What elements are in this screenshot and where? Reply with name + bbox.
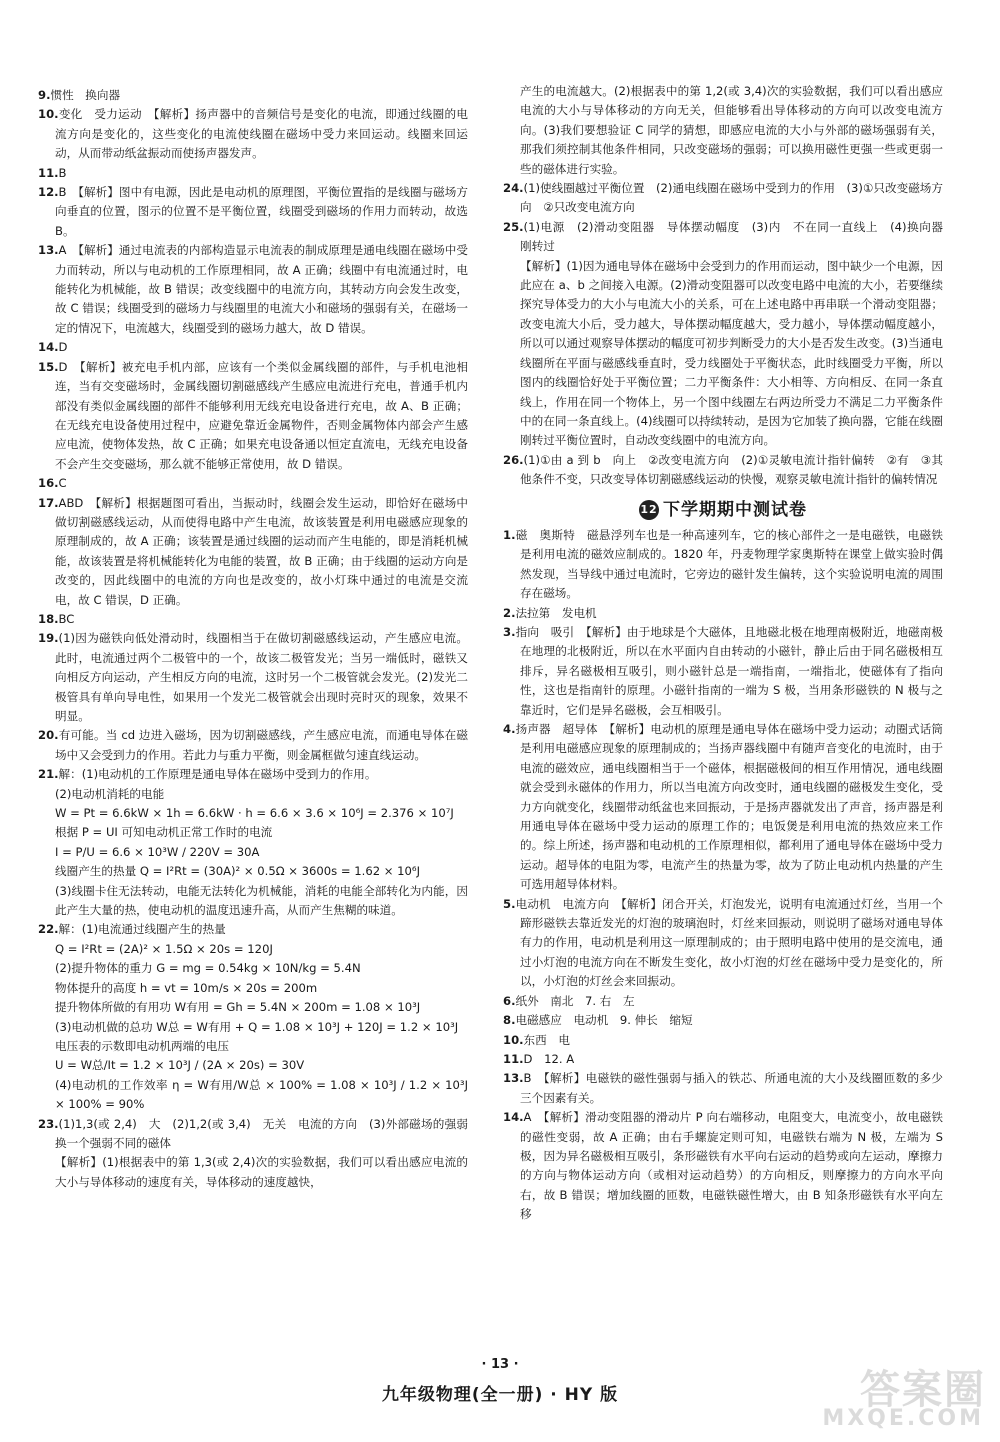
- item-number: 25.: [503, 219, 524, 234]
- item-number: 12.: [38, 185, 59, 200]
- item-number: 13.: [38, 243, 59, 258]
- item-number: 16.: [38, 476, 59, 491]
- answer-item: [38, 843, 468, 862]
- item-text: ABD 【解析】根据题图可看出，当振动时，线圈会发生运动，即恰好在磁场中做切割磁感线运动，从而使得电路中产生电流，故该装置是利用电磁感应现象的原理制成的，故 A 正确；该装置是通过线圈的运动而产生电能的，即是消耗机械能，故该装置是将机械能转化为电能的装置，故 B 正确；由于线圈的运动方向是改变的，因此线圈中的电流的方向也是改变的，故小灯珠中通过的电流是交流电，故 C 错误，D 正确。: [55, 495, 468, 607]
- item-text: B 【解析】图中有电源，因此是电动机的原理图，平衡位置指的是线圈与磁场方向垂直的位置，图示的位置不是平衡位置，线圈受到磁场的作用力而转动，故选 B。: [55, 185, 468, 238]
- answer-item: [38, 164, 468, 183]
- item-text: 电压表的示数即电动机两端的电压: [55, 1038, 229, 1053]
- item-text: (1)使线圈越过平衡位置 (2)通电线圈在磁场中受到力的作用 (3)①只改变磁场方向 ②只改变电流方向: [520, 181, 943, 215]
- answer-item: [38, 629, 468, 726]
- item-text: 指向 吸引 【解析】由于地球是个大磁体，且地磁北极在地理南极附近，地磁南极在地理的北极附近，所以在水平面内自由转动的小磁针，静止后由于同名磁极相互排斥，异名磁极相互吸引，则小磁针总是一端指南，一端指北，使磁体有了指向性，这也是指南针的原理。小磁针指南的一端为 S 极，当用条形磁铁的 N 极与之靠近时，它们是异名磁极，会互相吸引。: [515, 624, 943, 717]
- item-text: (1)电源 (2)滑动变阻器 导体摆动幅度 (3)内 不在同一直线上 (4)换向器 刚转过: [520, 219, 955, 254]
- item-number: 21.: [38, 767, 59, 782]
- watermark-logo: [800, 1358, 990, 1436]
- answer-item: [38, 785, 468, 804]
- item-number: 17.: [38, 495, 59, 510]
- answer-item: [38, 358, 468, 474]
- answer-item: [38, 474, 468, 493]
- answer-item: [38, 1076, 468, 1115]
- answer-item: [503, 1031, 943, 1050]
- item-text: 电磁感应 电动机 9. 伸长 缩短: [515, 1013, 693, 1028]
- answer-item: [38, 920, 468, 939]
- item-number: 2.: [503, 605, 516, 620]
- answer-item: [38, 1153, 468, 1192]
- answer-item: [38, 882, 468, 921]
- answer-item: [503, 82, 943, 179]
- item-text: 根据 P = UI 可知电动机正常工作时的电流: [55, 825, 273, 840]
- answer-item: [503, 1050, 943, 1069]
- item-text: 惯性 换向器: [50, 88, 121, 102]
- item-number: 8.: [503, 1013, 516, 1028]
- item-text: 变化 受力运动 【解析】扬声器中的音频信号是变化的电流，即通过线圈的电流方向是变化的，这些变化的电流使线圈在磁场中受力来回运动。线圈来回运动，从而带动纸盆振动而使扬声器发声。: [55, 107, 468, 161]
- item-text: (1)因为磁铁向低处滑动时，线圈相当于在做切割磁感线运动，产生感应电流。此时，电流通过两个二极管中的一个，故该二极管发光；当另一端低时，磁铁又向相反方向运动，产生相反方向的电流，这时另一个二极管就会发光。(2)发光二极管具有单向导电性，如果用一个发光二极管就会出现时亮时灭的现象，效果不明显。: [55, 631, 468, 723]
- answer-item: [503, 257, 943, 451]
- item-text: 解：(1)电动机的工作原理是通电导体在磁场中受到力的作用。: [58, 767, 377, 782]
- answer-item: [503, 992, 943, 1011]
- answer-item: [38, 804, 468, 823]
- item-number: 26.: [503, 452, 524, 467]
- answer-item: [503, 218, 955, 257]
- answer-item: [503, 1069, 943, 1108]
- item-text: 【解析】(1)根据表中的第 1,3(或 2,4)次的实验数据，我们可以看出感应电流的大小与导体移动的速度有关，导体移动的速度越快，: [55, 1155, 468, 1189]
- item-number: 14.: [38, 340, 59, 355]
- answer-item: [38, 823, 468, 842]
- right-column: [503, 82, 955, 1225]
- item-text: 有可能。当 cd 边进入磁场，因为切割磁感线，产生感应电流，而通电导体在磁场中又会受到力的作用。若此力与重力平衡，则金属框做匀速直线运动。: [55, 728, 468, 762]
- item-text: 东西 电: [523, 1032, 570, 1047]
- item-number: 19.: [38, 631, 59, 646]
- section-title-text: 下学期期中测试卷: [663, 499, 807, 520]
- answer-item: [38, 1018, 468, 1037]
- answer-item: [503, 1108, 943, 1224]
- answer-item: [38, 86, 468, 105]
- answer-item: [38, 338, 468, 357]
- answer-item: [503, 604, 943, 623]
- answer-item: [38, 1056, 468, 1075]
- item-text: (3)电动机做的总功 W总 = W有用 + Q = 1.08 × 10³J + 120J = 1.2 × 10³J: [55, 1019, 459, 1034]
- answer-item: [38, 998, 468, 1017]
- item-text: A 【解析】滑动变阻器的滑动片 P 向右端移动，电阻变大，电流变小，故电磁铁的磁性变弱，故 A 正确；由右手螺旋定则可知，电磁铁右端为 N 极，左端为 S 极，因为异名磁极相互吸引，条形磁铁有水平向右运动的趋势或向左运动，摩擦力的方向与物体运动方向（或相对运动趋势）的方向相反，则摩擦力的方向水平向右，故 B 错误；增加线圈的匝数，电磁铁磁性增大，由 B 知条形磁铁有水平向左移: [520, 1110, 943, 1222]
- item-text: U = W总/It = 1.2 × 10³J / (2A × 20s) = 30V: [55, 1058, 305, 1073]
- item-text: 纸外 南北 7. 右 左: [515, 993, 635, 1008]
- answer-item: [38, 765, 468, 784]
- item-text: 提升物体所做的有用功 W有用 = Gh = 5.4N × 200m = 1.08 × 10³J: [55, 1000, 421, 1015]
- item-text: 电动机 电流方向 【解析】闭合开关，灯泡发光，说明有电流通过灯丝，当用一个蹄形磁铁去靠近发光的灯泡的玻璃泡时，灯丝来回振动，则说明了磁场对通电导体有力的作用，电动机是利用这一原理制成的；由于照明电路中使用的是交流电，通过小灯泡的电流方向在不断发生变化，故小灯泡的灯丝在磁场中受力是变化的，所以，小灯泡的灯丝会来回振动。: [515, 896, 943, 989]
- item-text: 法拉第 发电机: [515, 605, 597, 620]
- item-number: 20.: [38, 728, 59, 743]
- item-text: I = P/U = 6.6 × 10³W / 220V = 30A: [55, 844, 260, 859]
- item-text: (3)线圈卡住无法转动，电能无法转化为机械能，消耗的电能全部转化为内能，因此产生大量的热，使电动机的温度迅速升高，从而产生焦糊的味道。: [55, 883, 468, 918]
- item-number: 3.: [503, 624, 516, 639]
- item-number: 24.: [503, 181, 524, 196]
- answer-item: [503, 526, 943, 604]
- item-text: (2)提升物体的重力 G = mg = 0.54kg × 10N/kg = 5.4N: [55, 961, 361, 976]
- answer-item: [38, 610, 468, 629]
- item-number: 11.: [503, 1051, 524, 1066]
- answer-item: [38, 862, 468, 881]
- answer-item: [503, 451, 943, 490]
- item-text: W = Pt = 6.6kW × 1h = 6.6kW · h = 6.6 × 3.6 × 10⁶J = 2.376 × 10⁷J: [55, 806, 454, 821]
- item-number: 1.: [503, 527, 516, 542]
- answer-item: [38, 494, 468, 610]
- section-number-badge: 12: [639, 500, 659, 520]
- item-text: 解：(1)电流通过线圈产生的热量: [58, 922, 226, 937]
- item-number: 22.: [38, 922, 59, 937]
- item-text: (1)①由 a 到 b 向上 ②改变电流方向 (2)①灵敏电流计指针偏转 ②有 ③其他条件不变，只改变导体切割磁感线运动的快慢，观察灵敏电流计指针的偏转情况: [520, 452, 943, 487]
- item-text: D 12. A: [523, 1051, 575, 1066]
- item-number: 9.: [38, 88, 51, 102]
- item-text: (1)1,3(或 2,4) 大 (2)1,2(或 3,4) 无关 电流的方向 (3)外部磁场的强弱 换一个强弱不同的磁体: [55, 1116, 480, 1150]
- item-text: 产生的电流越大。(2)根据表中的第 1,2(或 3,4)次的实验数据，我们可以看出感应电流的大小与导体移动的方向无关，但能够看出导体移动的方向可以改变电流方向。(3)我们要想验证 C 同学的猜想，即感应电流的大小与外部的磁场强弱有关，那我们须控制其他条件相同，只改变磁场的强弱；可以换用磁性更强一些或更弱一些的磁体进行实验。: [520, 84, 943, 176]
- section-title: [503, 500, 943, 520]
- item-text: 物体提升的高度 h = vt = 10m/s × 20s = 200m: [55, 980, 318, 995]
- answer-item: [38, 979, 468, 998]
- answer-item: [38, 959, 468, 978]
- item-number: 14.: [503, 1110, 524, 1125]
- answer-item: [38, 105, 468, 163]
- item-number: 11.: [38, 165, 59, 180]
- item-text: BC: [58, 611, 75, 626]
- item-text: 扬声器 超导体 【解析】电动机的原理是通电导体在磁场中受力运动；动圈式话筒是利用电磁感应现象的原理制成的；当扬声器线圈中有随声音变化的电流时，由于电流的磁效应，通电线圈相当于一个磁体，根据磁极间的相互作用情况，通电线圈就会受到永磁体的作用力，所以当电流方向改变时，通电线圈的磁极发生变化，受力方向就变化，线圈带动纸盆也来回振动，于是扬声器就发出了声音，扬声器是利用通电导体在磁场中受力运动的原理工作的；电饭煲是利用电流的热效应来工作的。综上所述，扬声器和电动机的工作原理相似，都利用了通电导体在磁场中受力运动。超导体的电阻为零，电流产生的热量为零，故为了防止电动机内热量的产生可选用超导体材料。: [515, 722, 943, 892]
- answer-item: [38, 1115, 480, 1154]
- answer-item: [503, 179, 943, 218]
- answer-item: [503, 895, 943, 992]
- answer-item: [503, 1011, 943, 1030]
- item-text: B 【解析】电磁铁的磁性强弱与插入的铁芯、所通电流的大小及线圈匝数的多少三个因素有关。: [520, 1071, 943, 1105]
- item-text: Q = I²Rt = (2A)² × 1.5Ω × 20s = 120J: [55, 941, 273, 956]
- item-number: 6.: [503, 993, 516, 1008]
- left-column: [38, 86, 480, 1192]
- item-text: B: [58, 165, 67, 180]
- answer-item: [38, 940, 468, 959]
- answer-item: [38, 726, 468, 765]
- answer-item: [38, 183, 468, 241]
- item-number: 13.: [503, 1071, 524, 1086]
- item-text: 磁 奥斯特 磁悬浮列车也是一种高速列车，它的核心部件之一是电磁铁，电磁铁是利用电流的磁效应制成的。1820 年，丹麦物理学家奥斯特在课堂上做实验时偶然发现，当导线中通过电流时，它旁边的磁针发生偏转，这个实验说明电流的周围存在磁场。: [515, 527, 943, 601]
- item-text: A 【解析】通过电流表的内部构造显示电流表的制成原理是通电线圈在磁场中受力而转动，所以与电动机的工作原理相同，故 A 正确；线圈中有电流通过时，电能转化为机械能，故 B 错误；改变线圈中的电流方向，其转动方向会发生改变，故 C 错误；线圈受到的磁场力与线圈里的电流大小和磁场的强弱有关，在磁场一定的情况下，电流越大，线圈受到的磁场力越大，故 D 错误。: [55, 243, 468, 335]
- answer-item: [38, 1037, 468, 1056]
- item-number: 5.: [503, 896, 516, 911]
- item-text: (4)电动机的工作效率 η = W有用/W总 × 100% = 1.08 × 10³J / 1.2 × 10³J × 100% = 90%: [55, 1077, 468, 1112]
- item-text: D 【解析】被充电手机内部，应该有一个类似金属线圈的部件，与手机电池相连，当有交变磁场时，金属线圈切割磁感线产生感应电流进行充电，普通手机内部没有类似金属线圈的部件不能够利用无线充电设备进行充电，故 A、B 正确；在无线充电设备使用过程中，应避免靠近金属物件，否则金属物体内部会产生感应电流，使物体发热，故 C 正确；如果充电设备通以恒定直流电，无线充电设备不会产生交变磁场，那么就不能够正常使用，故 D 错误。: [55, 359, 468, 471]
- item-text: C: [58, 476, 67, 491]
- item-number: 23.: [38, 1116, 59, 1131]
- item-number: 10.: [38, 107, 59, 122]
- item-text: D: [58, 340, 68, 355]
- watermark-text: 答案圈: [860, 1366, 986, 1413]
- item-number: 15.: [38, 359, 59, 374]
- answer-item: [503, 720, 943, 895]
- item-text: 【解析】(1)因为通电导体在磁场中会受到力的作用而运动，图中缺少一个电源，因此应在 a、b 之间接入电源。(2)滑动变阻器可以改变电路中电流的大小，若要继续探究导体受力的大小与电流大小的关系，可在上述电路中再串联一个滑动变阻器；改变电流大小后，受力越大，导体摆动幅度越大，受力越小，导体摆动幅度越小，所以可以通过观察导体摆动的幅度可初步判断受力的大小是否发生改变。(3)当通电线圈所在平面与磁感线垂直时，受力线圈处于平衡状态，此时线圈受力平衡，所以图内的线圈恰好处于平衡位置；二力平衡条件：大小相等、方向相反、在同一条直线上，作用在同一个物体上，另一个图中线圈左右两边所受力不满足二力平衡条件中的在同一条直线上。(4)线圈可以持续转动，是因为它加装了换向器，它能在线圈刚转过平衡位置时，自动改变线圈中的电流方向。: [520, 258, 943, 448]
- item-text: (2)电动机消耗的电能: [55, 786, 165, 801]
- item-text: 线圈产生的热量 Q = I²Rt = (30A)² × 0.5Ω × 3600s = 1.62 × 10⁶J: [55, 864, 420, 879]
- book-title: 九年级物理(全一册) · HY 版: [381, 1385, 619, 1405]
- item-number: 10.: [503, 1032, 524, 1047]
- page-number: · 13 ·: [481, 1357, 519, 1372]
- item-number: 18.: [38, 611, 59, 626]
- watermark-url: MXQE.COM: [822, 1406, 984, 1431]
- answer-item: [38, 241, 468, 338]
- item-number: 4.: [503, 722, 516, 736]
- answer-item: [503, 623, 943, 720]
